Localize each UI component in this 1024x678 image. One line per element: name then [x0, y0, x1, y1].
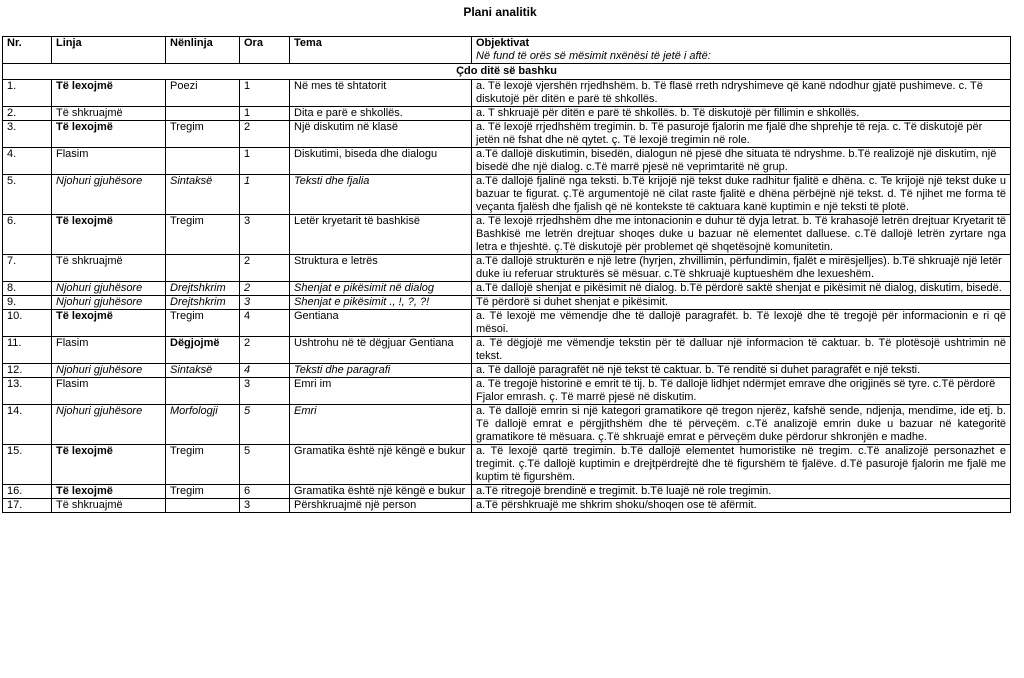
- row-linja: Të lexojmë: [52, 485, 166, 499]
- row-tema: Teksti dhe paragrafi: [290, 364, 472, 378]
- row-nenlinja: Tregim: [166, 310, 240, 337]
- row-linja: Flasim: [52, 148, 166, 175]
- row-ora: 2: [240, 121, 290, 148]
- row-nr: 8.: [3, 282, 52, 296]
- row-linja: Të shkruajmë: [52, 255, 166, 282]
- table-row: [3, 378, 1011, 405]
- row-ora: 5: [240, 405, 290, 445]
- row-objektivat: a.Të ritregojë brendinë e tregimit. b.Të luajë në role tregimin.: [472, 485, 1011, 499]
- row-ora: 1: [240, 80, 290, 107]
- row-tema: Struktura e letrës: [290, 255, 472, 282]
- section-title: Çdo ditë së bashku: [3, 64, 1011, 80]
- table-row: [3, 282, 1011, 296]
- row-linja: Të lexojmë: [52, 445, 166, 485]
- row-objektivat: a.Të dallojë diskutimin, bisedën, dialogun në pjesë dhe situata të ndryshme. b.Të realizojë një diskutim, një bisedë dhe një dialog. c.Të marrë pjesë në veprimtaritë në grup.: [472, 148, 1011, 175]
- table-row: [3, 296, 1011, 310]
- row-objektivat: a. Të lexojë rrjedhshëm tregimin. b. Të pasurojë fjalorin me fjalë dhe shprehje të reja. c. Të diskutojë për jetën në fshat dhe në qytet. ç. Të lexojë tregimin në role.: [472, 121, 1011, 148]
- row-tema: Letër kryetarit të bashkisë: [290, 215, 472, 255]
- row-tema: Dita e parë e shkollës.: [290, 107, 472, 121]
- row-nr: 16.: [3, 485, 52, 499]
- row-linja: Të lexojmë: [52, 121, 166, 148]
- row-tema: Shenjat e pikësimit ., !, ?, ?!: [290, 296, 472, 310]
- row-linja: Njohuri gjuhësore: [52, 296, 166, 310]
- row-nr: 7.: [3, 255, 52, 282]
- row-nr: 9.: [3, 296, 52, 310]
- row-tema: Emri im: [290, 378, 472, 405]
- row-tema: Ushtrohu në të dëgjuar Gentiana: [290, 337, 472, 364]
- table-row: [3, 107, 1011, 121]
- table-row: [3, 485, 1011, 499]
- row-tema: Përshkruajmë një person: [290, 499, 472, 513]
- table-row: [3, 364, 1011, 378]
- row-tema: Shenjat e pikësimit në dialog: [290, 282, 472, 296]
- header-nr: Nr.: [3, 37, 52, 64]
- row-ora: 1: [240, 175, 290, 215]
- table-row: [3, 175, 1011, 215]
- row-linja: Njohuri gjuhësore: [52, 364, 166, 378]
- row-nr: 10.: [3, 310, 52, 337]
- section-row: [3, 64, 1011, 80]
- row-objektivat: a. Të lexojë qartë tregimin. b.Të dallojë elementet humoristike në tregim. c.Të analizojë personazhet e tregimit. ç.Të dallojë kuptimin e drejtpërdrejtë dhe të figurshëm të fjalëve. d.Të pasurojë fjalorin me fjalë me kuptim të figurshëm.: [472, 445, 1011, 485]
- header-nenlinja: Nënlinja: [166, 37, 240, 64]
- table-row: [3, 405, 1011, 445]
- header-ora: Ora: [240, 37, 290, 64]
- row-nenlinja: [166, 255, 240, 282]
- row-linja: Njohuri gjuhësore: [52, 405, 166, 445]
- row-tema: Emri: [290, 405, 472, 445]
- row-nenlinja: Tregim: [166, 445, 240, 485]
- row-ora: 2: [240, 282, 290, 296]
- row-ora: 4: [240, 364, 290, 378]
- row-ora: 4: [240, 310, 290, 337]
- row-ora: 1: [240, 148, 290, 175]
- row-ora: 2: [240, 337, 290, 364]
- header-tema: Tema: [290, 37, 472, 64]
- row-nenlinja: [166, 499, 240, 513]
- row-ora: 3: [240, 296, 290, 310]
- row-linja: Njohuri gjuhësore: [52, 175, 166, 215]
- row-nr: 1.: [3, 80, 52, 107]
- table-row: [3, 148, 1011, 175]
- row-objektivat: a.Të përshkruajë me shkrim shoku/shoqen ose të afërmit.: [472, 499, 1011, 513]
- row-nr: 17.: [3, 499, 52, 513]
- row-linja: Të lexojmë: [52, 215, 166, 255]
- row-nenlinja: Tregim: [166, 485, 240, 499]
- row-objektivat: a.Të dallojë fjalinë nga teksti. b.Të krijojë një tekst duke radhitur fjalitë e dhëna. c. Te krijojë një tekst duke u bazuar te figurat. ç.Të argumentojë në cilat raste fjalitë e dhëna përbëjnë një tekst. d. Të njihet me forma të veçanta fjalësh dhe fjalish që në kontekste të caktuara kanë kuptimin e një teksti të plotë.: [472, 175, 1011, 215]
- header-objektivat-label: Objektivat: [476, 37, 530, 49]
- table-row: [3, 445, 1011, 485]
- row-nr: 13.: [3, 378, 52, 405]
- row-objektivat: a. Të tregojë historinë e emrit të tij. b. Të dallojë lidhjet ndërmjet emrave dhe origjinës së tyre. c.Të përdorë Fjalor emrash. ç. Të marrë pjesë në diskutim.: [472, 378, 1011, 405]
- table-row: [3, 215, 1011, 255]
- row-objektivat: a. Të lexojë vjershën rrjedhshëm. b. Të flasë rreth ndryshimeve që kanë ndodhur gjatë pushimeve. c. Të diskutojë për ditën e parë të shkollës.: [472, 80, 1011, 107]
- page-title: Plani analitik: [463, 5, 537, 19]
- row-objektivat: a. Të lexojë me vëmendje dhe të dallojë paragrafët. b. Të lexojë dhe të tregojë për informacionin e ri që mësoi.: [472, 310, 1011, 337]
- row-nenlinja: [166, 148, 240, 175]
- row-linja: Flasim: [52, 337, 166, 364]
- row-objektivat: a. Të lexojë rrjedhshëm dhe me intonacionin e duhur të dyja letrat. b. Të krahasojë letrën drejtuar Kryetarit të Bashkisë me letrën drejtuar shoqes duke u bazuar në elementet dalluese. c.Të dallojë letrën zyrtare nga letra e thjeshtë. ç.Të diskutojë për problemet që shqetësojnë komunitetin.: [472, 215, 1011, 255]
- row-nenlinja: Drejtshkrim: [166, 282, 240, 296]
- table-row: [3, 337, 1011, 364]
- row-nr: 4.: [3, 148, 52, 175]
- row-objektivat: a.Të dallojë shenjat e pikësimit në dialog. b.Të përdorë saktë shenjat e pikësimit në dialog, diskutim, bisedë.: [472, 282, 1011, 296]
- row-objektivat: a.Të dallojë strukturën e një letre (hyrjen, zhvillimin, përfundimin, fjalët e mirësjelljes). b.Të shkruajë një letër duke iu referuar strukturës së mësuar. c.Të shkruajë kuptueshëm dhe lexueshëm.: [472, 255, 1011, 282]
- row-tema: Gramatika është një këngë e bukur: [290, 485, 472, 499]
- row-nr: 6.: [3, 215, 52, 255]
- table-row: [3, 80, 1011, 107]
- row-nr: 14.: [3, 405, 52, 445]
- row-linja: Flasim: [52, 378, 166, 405]
- row-tema: Në mes të shtatorit: [290, 80, 472, 107]
- row-nenlinja: Sintaksë: [166, 175, 240, 215]
- table-row: [3, 499, 1011, 513]
- header-linja: Linja: [52, 37, 166, 64]
- row-nenlinja: [166, 378, 240, 405]
- row-objektivat: Të përdorë si duhet shenjat e pikësimit.: [472, 296, 1011, 310]
- row-tema: Gentiana: [290, 310, 472, 337]
- row-ora: 3: [240, 215, 290, 255]
- table-body: [3, 80, 1011, 513]
- row-nenlinja: Sintaksë: [166, 364, 240, 378]
- row-nenlinja: Poezi: [166, 80, 240, 107]
- row-objektivat: a. Të dëgjojë me vëmendje tekstin për të dalluar një informacion të caktuar. b. Të plotësojë ushtrimin në tekst.: [472, 337, 1011, 364]
- table-row: [3, 310, 1011, 337]
- row-nr: 12.: [3, 364, 52, 378]
- row-objektivat: a. Të dallojë paragrafët në një tekst të caktuar. b. Të renditë si duhet paragrafët e një teksti.: [472, 364, 1011, 378]
- row-ora: 1: [240, 107, 290, 121]
- row-nr: 5.: [3, 175, 52, 215]
- table-row: [3, 121, 1011, 148]
- row-nr: 2.: [3, 107, 52, 121]
- row-nr: 11.: [3, 337, 52, 364]
- row-objektivat: a. Të dallojë emrin si një kategori gramatikore që tregon njerëz, kafshë sende, ndjenja, mendime, ide etj. b. Të dallojë emrat e përgjithshëm dhe të përveçëm. c.Të analizojë emrin duke u bazuar në kategoritë gramatikore të mësuara. ç.Të shkruajë emrat e përveçëm duke përdorur shkronjën e madhe.: [472, 405, 1011, 445]
- row-nr: 15.: [3, 445, 52, 485]
- row-linja: Të shkruajmë: [52, 107, 166, 121]
- row-linja: Të shkruajmë: [52, 499, 166, 513]
- analytic-plan-table: [2, 36, 1011, 513]
- row-tema: Një diskutim në klasë: [290, 121, 472, 148]
- header-row: [3, 37, 1011, 64]
- row-linja: Njohuri gjuhësore: [52, 282, 166, 296]
- row-ora: 2: [240, 255, 290, 282]
- row-nenlinja: Morfologji: [166, 405, 240, 445]
- row-tema: Teksti dhe fjalia: [290, 175, 472, 215]
- row-ora: 5: [240, 445, 290, 485]
- row-ora: 6: [240, 485, 290, 499]
- table-row: [3, 255, 1011, 282]
- row-nenlinja: Tregim: [166, 215, 240, 255]
- row-nr: 3.: [3, 121, 52, 148]
- row-nenlinja: Drejtshkrim: [166, 296, 240, 310]
- row-objektivat: a. T shkruajë për ditën e parë të shkollës. b. Të diskutojë për fillimin e shkollës.: [472, 107, 1011, 121]
- row-ora: 3: [240, 378, 290, 405]
- row-nenlinja: Tregim: [166, 121, 240, 148]
- row-nenlinja: Dëgjojmë: [166, 337, 240, 364]
- header-objektivat: [472, 37, 1011, 64]
- header-objektivat-subtitle: Në fund të orës së mësimit nxënësi të jetë i aftë:: [476, 50, 711, 62]
- row-nenlinja: [166, 107, 240, 121]
- row-linja: Të lexojmë: [52, 80, 166, 107]
- row-ora: 3: [240, 499, 290, 513]
- row-tema: Diskutimi, biseda dhe dialogu: [290, 148, 472, 175]
- row-tema: Gramatika është një këngë e bukur: [290, 445, 472, 485]
- row-linja: Të lexojmë: [52, 310, 166, 337]
